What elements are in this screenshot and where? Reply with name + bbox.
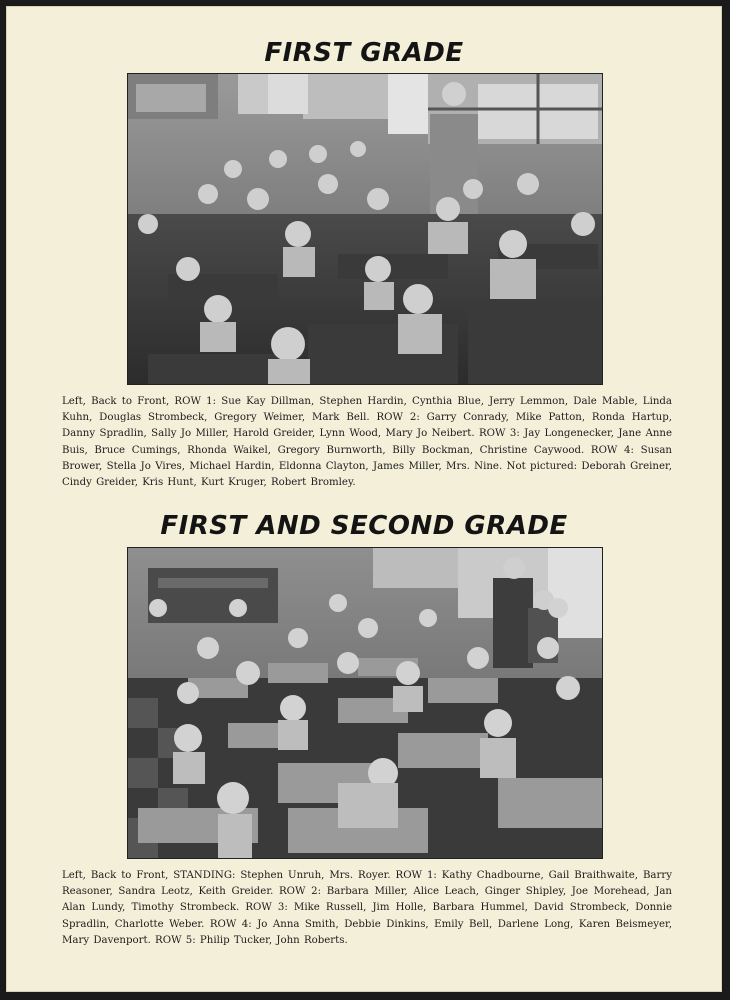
first-and-second-grade-heading: FIRST AND SECOND GRADE — [160, 511, 568, 541]
yearbook-page — [6, 6, 722, 992]
first-and-second-grade-class-photo — [127, 547, 603, 859]
first-and-second-grade-caption: Left, Back to Front, STANDING: Stephen Unruh, Mrs. Royer. ROW 1: Kathy Chadbourne, Gail Braithwaite, Barry Reasoner, Sandra Leotz, Keith Greider. ROW 2: Barbara Miller, Alice Leach, Ginger Shipley, Joe Morehead, Jan Alan Lundy, Timothy Strombeck. ROW 3: Mike Russell, Jim Holle, Barbara Hummel, David Strombeck, Donnie Spradlin, Charlotte Weber. ROW 4: Jo Anna Smith, Debbie Dinkins, Emily Bell, Darlene Long, Karen Beismeyer, Mary Davenport. ROW 5: Philip Tucker, John Roberts. — [62, 870, 672, 946]
first-grade-class-photo — [127, 73, 603, 385]
first-grade-heading: FIRST GRADE — [264, 38, 464, 68]
first-grade-caption: Left, Back to Front, ROW 1: Sue Kay Dillman, Stephen Hardin, Cynthia Blue, Jerry Lemmon, Dale Mable, Linda Kuhn, Douglas Strombeck, Gregory Weimer, Mark Bell. ROW 2: Garry Conrady, Mike Patton, Ronda Hartup, Danny Spradlin, Sally Jo Miller, Harold Greider, Lynn Wood, Mary Jo Neibert. ROW 3: Jay Longenecker, Jane Anne Buis, Bruce Cumings, Rhonda Waikel, Gregory Burnworth, Billy Bockman, Christine Caywood. ROW 4: Susan Brower, Stella Jo Vires, Michael Hardin, Eldonna Clayton, James Miller, Mrs. Nine. Not pictured: Deborah Greiner, Cindy Greider, Kris Hunt, Kurt Kruger, Robert Bromley. — [62, 396, 672, 489]
